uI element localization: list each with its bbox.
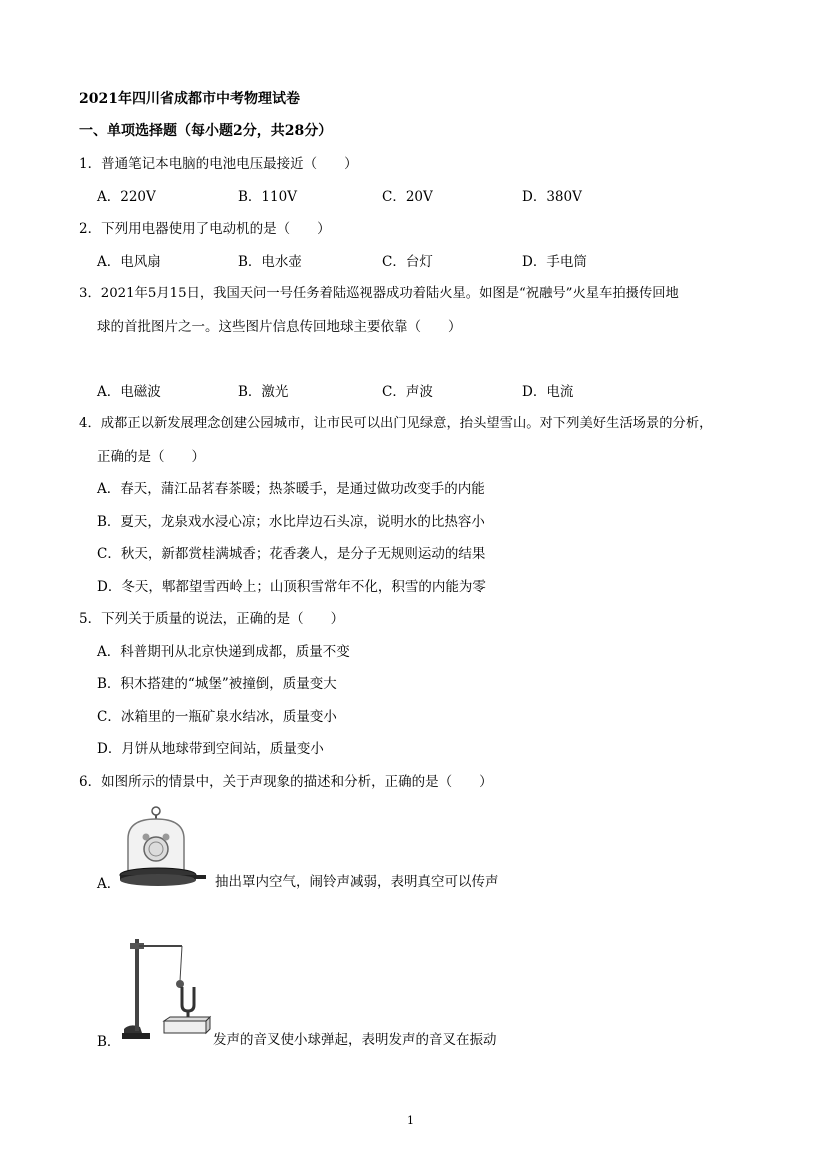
question-4-option-a: A．春天，蒲江品茗春茶暖；热茶暖手，是通过做功改变手的内能 (97, 481, 485, 497)
question-5-option-a: A．科普期刊从北京快递到成都，质量不变 (97, 644, 350, 660)
question-6-option-a-letter: A． (97, 876, 121, 892)
question-4-option-b: B．夏天，龙泉戏水浸心凉；水比岸边石头凉，说明水的比热容小 (97, 514, 485, 530)
question-3-option-a: A．电磁波 (97, 384, 161, 400)
question-5-stem: 5．下列关于质量的说法，正确的是（ ） (79, 611, 345, 627)
question-5-option-b: B．积木搭建的“城堡”被撞倒，质量变大 (97, 676, 337, 692)
page-number: 1 (407, 1114, 414, 1127)
question-6-option-a-text: 抽出罩内空气，闹铃声减弱，表明真空可以传声 (215, 874, 499, 890)
question-2-option-d: D．手电筒 (522, 254, 587, 270)
section-heading: 一、单项选择题（每小题2分，共28分） (79, 123, 333, 139)
tuning-fork-figure (120, 935, 212, 1041)
question-6-stem: 6．如图所示的情景中，关于声现象的描述和分析，正确的是（ ） (79, 774, 493, 790)
question-4-option-d: D．冬天，郫都望雪西岭上；山顶积雪常年不化，积雪的内能为零 (97, 579, 486, 595)
question-3-option-d: D．电流 (522, 384, 574, 400)
question-3-stem-line2: 球的首批图片之一。这些图片信息传回地球主要依靠（ ） (97, 319, 462, 335)
exam-title: 2021年四川省成都市中考物理试卷 (79, 91, 300, 107)
question-1-option-b: B．110V (238, 189, 297, 205)
question-3-stem-line1: 3．2021年5月15日，我国天问一号任务着陆巡视器成功着陆火星。如图是“祝融号”火星车拍摄传回地 (79, 286, 679, 301)
question-2-option-b: B．电水壶 (238, 254, 302, 270)
bell-jar-figure (118, 805, 206, 887)
question-2-stem: 2．下列用电器使用了电动机的是（ ） (79, 221, 331, 237)
question-1-stem: 1．普通笔记本电脑的电池电压最接近（ ） (79, 156, 358, 172)
question-1-option-a: A．220V (97, 189, 156, 205)
question-4-stem-line1: 4．成都正以新发展理念创建公园城市，让市民可以出门见绿意，抬头望雪山。对下列美好生活场景的分析， (79, 416, 713, 431)
question-5-option-c: C．冰箱里的一瓶矿泉水结冰，质量变小 (97, 709, 337, 725)
question-6-option-b-text: 发声的音叉使小球弹起，表明发声的音叉在振动 (213, 1032, 497, 1048)
question-1-option-c: C．20V (382, 189, 433, 205)
question-1-option-d: D．380V (522, 189, 582, 205)
question-3-option-b: B．激光 (238, 384, 289, 400)
question-4-stem-line2: 正确的是（ ） (97, 449, 205, 465)
question-6-option-b-letter: B． (97, 1034, 121, 1050)
question-2-option-a: A．电风扇 (97, 254, 161, 270)
question-5-option-d: D．月饼从地球带到空间站，质量变小 (97, 741, 324, 757)
question-3-option-c: C．声波 (382, 384, 433, 400)
question-4-option-c: C．秋天，新都赏桂满城香；花香袭人，是分子无规则运动的结果 (97, 546, 486, 562)
question-2-option-c: C．台灯 (382, 254, 433, 270)
